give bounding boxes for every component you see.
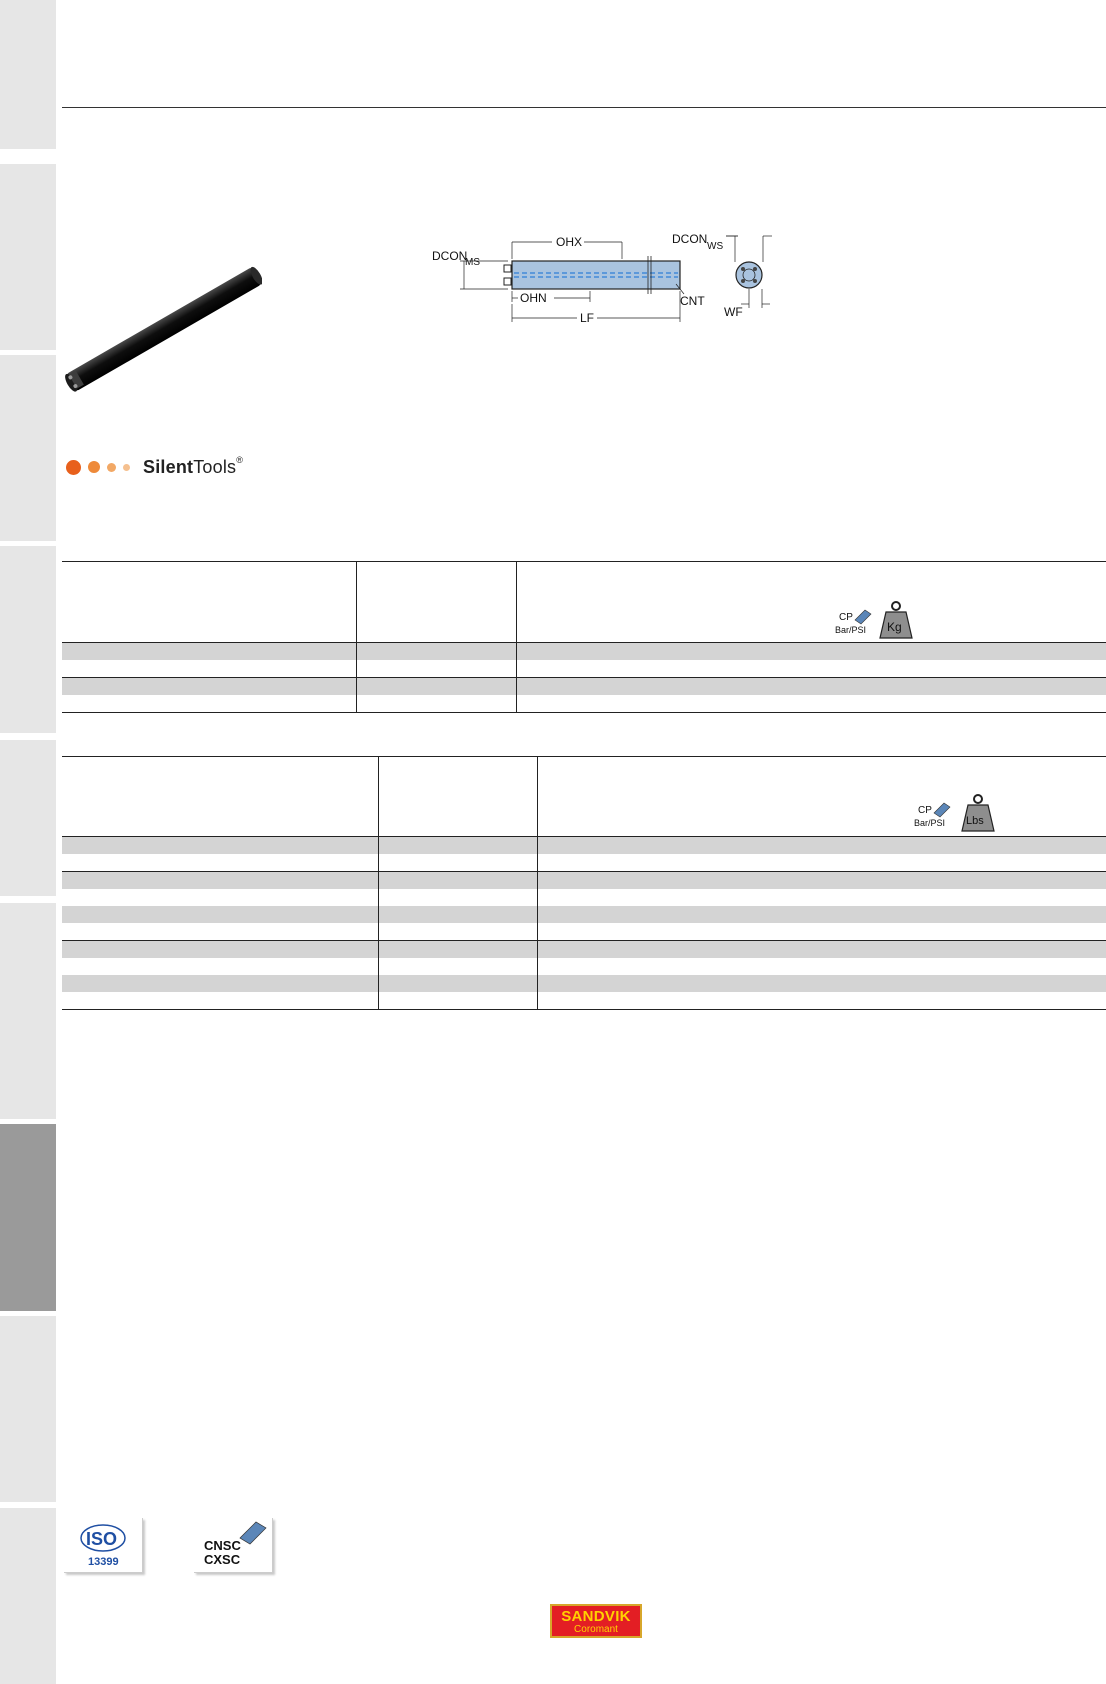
svg-text:Bar/PSI: Bar/PSI — [914, 818, 946, 828]
table-row — [62, 677, 1106, 695]
inch-table-header — [62, 756, 1106, 837]
silent-tools-brand — [66, 456, 243, 478]
boring-bar-photo — [62, 258, 262, 398]
table-row — [62, 958, 1106, 975]
metric-table-header — [62, 561, 1106, 643]
brand-dot-2 — [88, 461, 100, 473]
table-row — [62, 992, 1106, 1010]
side-tab-8[interactable] — [0, 1316, 56, 1502]
coolant-pressure-icon — [914, 799, 952, 829]
brand-dot-4 — [123, 464, 130, 471]
side-tab-2[interactable] — [0, 164, 56, 350]
table-row — [62, 854, 1106, 871]
table-row — [62, 871, 1106, 889]
weight-kg-icon — [878, 600, 914, 640]
side-tab-6[interactable] — [0, 903, 56, 1119]
cnsc-cxsc-icon — [194, 1518, 272, 1572]
brand-registered-mark: ® — [236, 454, 244, 465]
side-tab-3[interactable] — [0, 355, 56, 541]
svg-text:Bar/PSI: Bar/PSI — [835, 625, 867, 635]
table-row — [62, 695, 1106, 713]
inch-table — [62, 756, 1106, 1010]
ohx-label: OHX — [556, 235, 583, 249]
dcon-ws-label: DCON — [672, 232, 708, 246]
svg-text:CXSC: CXSC — [204, 1552, 241, 1567]
table-row — [62, 660, 1106, 677]
iso-icon — [64, 1518, 142, 1572]
side-tab-5[interactable] — [0, 740, 56, 896]
dcon-ms-sub: MS — [465, 257, 480, 268]
side-tab-9[interactable] — [0, 1508, 56, 1684]
cnsc-cxsc-badge[interactable] — [194, 1518, 273, 1573]
metric-table — [62, 561, 1106, 713]
brand-dot-3 — [107, 463, 116, 472]
ohn-label: OHN — [520, 291, 547, 305]
table-row — [62, 889, 1106, 906]
table-row — [62, 923, 1106, 940]
table-row — [62, 940, 1106, 958]
logo-main-text: SANDVIK — [561, 1608, 631, 1625]
side-tab-1[interactable] — [0, 0, 56, 149]
table-row — [62, 906, 1106, 923]
brand-name-light: Tools — [193, 456, 237, 477]
header-rule — [62, 107, 1106, 108]
svg-text:Lbs: Lbs — [966, 815, 984, 827]
brand-name-bold: Silent — [143, 456, 194, 477]
table-row — [62, 643, 1106, 660]
coolant-pressure-icon — [835, 606, 873, 636]
brand-name — [143, 454, 244, 478]
side-tab-4[interactable] — [0, 546, 56, 733]
table-row — [62, 975, 1106, 992]
dimension-drawing — [432, 226, 792, 336]
svg-text:CP: CP — [918, 805, 932, 816]
weight-lbs-icon — [960, 793, 996, 833]
dcon-ms-label: DCON — [432, 249, 468, 263]
svg-text:ISO: ISO — [86, 1529, 118, 1549]
sandvik-coromant-logo — [550, 1604, 642, 1638]
svg-text:13399: 13399 — [88, 1556, 119, 1568]
side-tab-7-active[interactable] — [0, 1124, 56, 1311]
logo-sub-text: Coromant — [574, 1624, 618, 1635]
lf-label: LF — [580, 311, 595, 325]
brand-dot-1 — [66, 460, 81, 475]
table-row — [62, 837, 1106, 854]
svg-text:CP: CP — [839, 612, 853, 623]
wf-label: WF — [724, 305, 743, 319]
svg-text:Kg: Kg — [887, 620, 902, 634]
dcon-ws-sub: WS — [707, 241, 724, 252]
cnt-label: CNT — [680, 294, 705, 308]
iso-13399-badge[interactable] — [64, 1518, 143, 1573]
svg-text:CNSC: CNSC — [204, 1538, 241, 1553]
